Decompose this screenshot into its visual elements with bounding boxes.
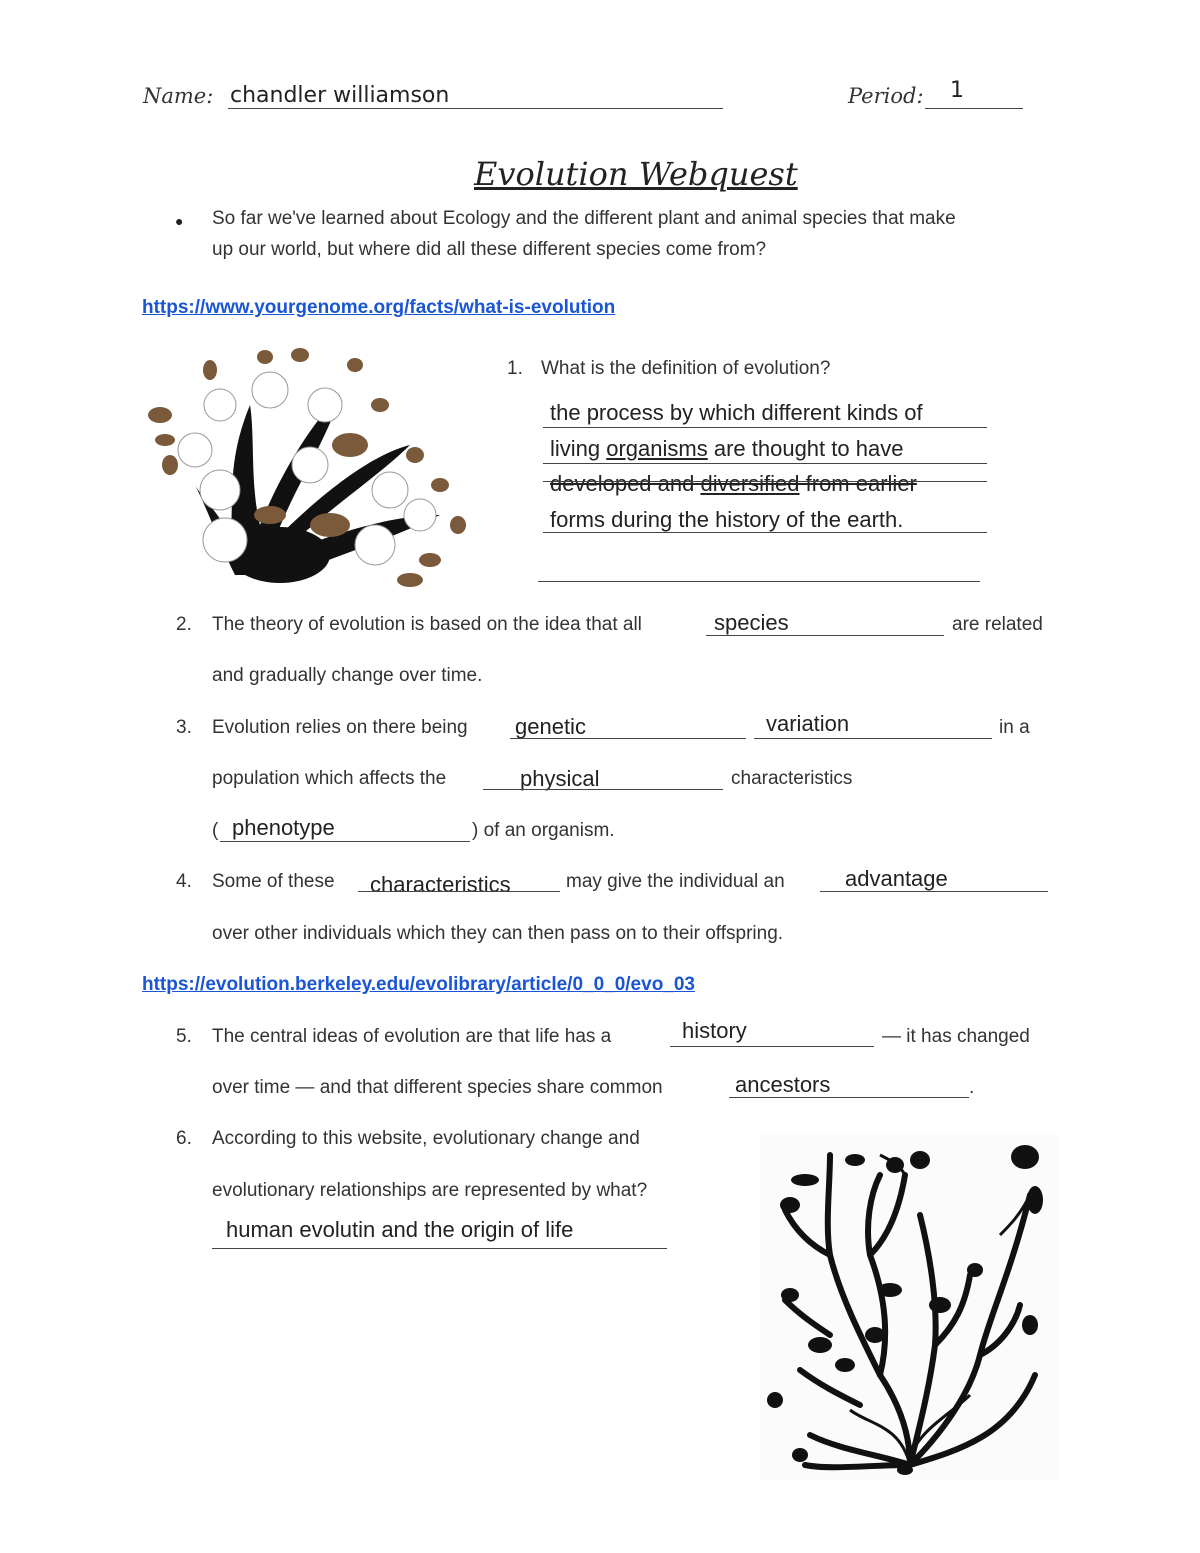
q6-number: 6. — [176, 1128, 192, 1149]
q2-answer: species — [714, 610, 789, 635]
q1-answer-line-2: living organisms are thought to have — [550, 436, 904, 461]
q3-blank-1 — [510, 738, 746, 739]
q1-number: 1. — [507, 358, 523, 379]
q4-blank-1 — [358, 891, 560, 892]
q4-text-c: over other individuals which they can then pass on to their offspring. — [212, 923, 784, 944]
q2-text-c: and gradually change over time. — [212, 665, 483, 686]
link-berkeley[interactable]: https://evolution.berkeley.edu/evolibrary/article/0_0_0/evo_03 — [142, 974, 695, 995]
bullet-icon: ● — [175, 213, 184, 229]
intro-line-2: up our world, but where did all these different species come from? — [212, 239, 767, 260]
tree-of-life-illustration — [760, 1135, 1060, 1480]
q3-answer-genetic: genetic — [515, 714, 586, 739]
period-label: Period: — [848, 84, 924, 108]
q5-answer-ancestors: ancestors — [735, 1072, 831, 1097]
q4-answer-advantage: advantage — [845, 866, 948, 891]
q6-answer: human evolutin and the origin of life — [226, 1217, 574, 1242]
q4-text-b: may give the individual an — [566, 871, 785, 892]
q5-text-a: The central ideas of evolution are that life has a — [212, 1026, 612, 1047]
animal-evolution-tree-illustration — [140, 345, 480, 595]
q6-text-a: According to this website, evolutionary change and — [212, 1128, 640, 1149]
name-underline — [228, 108, 723, 109]
name-value: chandler williamson — [230, 83, 450, 108]
q1-rule-2 — [543, 463, 987, 464]
q2-number: 2. — [176, 614, 192, 635]
q3-answer-phenotype: phenotype — [232, 815, 335, 840]
q6-blank — [212, 1248, 667, 1249]
period-value: 1 — [950, 78, 964, 103]
period-underline — [925, 108, 1023, 109]
q4-number: 4. — [176, 871, 192, 892]
q5-number: 5. — [176, 1026, 192, 1047]
q1-answer-line-1: the process by which different kinds of — [550, 400, 923, 425]
q2-text-a: The theory of evolution is based on the idea that all — [212, 614, 642, 635]
q5-text-c: over time — and that different species share common — [212, 1077, 663, 1098]
q1-answer-line-3: developed and diversified from earlier — [550, 471, 917, 496]
q4-blank-2 — [820, 891, 1048, 892]
q3-number: 3. — [176, 717, 192, 738]
q3-text-b: in a — [999, 717, 1030, 738]
q3-blank-4 — [220, 841, 470, 842]
q1-answer-line-4: forms during the history of the earth. — [550, 507, 904, 532]
q5-text-d: . — [969, 1077, 975, 1098]
q3-text-a: Evolution relies on there being — [212, 717, 468, 738]
intro-line-1: So far we've learned about Ecology and the different plant and animal species that make — [212, 208, 956, 229]
q4-text-a: Some of these — [212, 871, 335, 892]
q1-rule-4 — [543, 532, 987, 533]
q2-text-b: are related — [952, 614, 1043, 635]
page-title: Evolution Webquest — [474, 155, 798, 193]
q2-blank — [706, 635, 944, 636]
q3-blank-3 — [483, 789, 723, 790]
q5-text-b: — it has changed — [882, 1026, 1030, 1047]
q3-text-d: characteristics — [731, 768, 853, 789]
q3-text-e: ) of an organism. — [472, 820, 615, 841]
q1-text: What is the definition of evolution? — [541, 358, 831, 379]
q6-text-b: evolutionary relationships are represented by what? — [212, 1180, 648, 1201]
q4-answer-characteristics: characteristics — [370, 872, 511, 897]
q3-text-c: population which affects the — [212, 768, 447, 789]
q5-answer-history: history — [682, 1018, 747, 1043]
link-yourgenome[interactable]: https://www.yourgenome.org/facts/what-is-evolution — [142, 297, 616, 318]
q3-answer-variation: variation — [766, 711, 850, 736]
q3-open-paren: ( — [212, 820, 219, 841]
q3-blank-2 — [754, 738, 992, 739]
q3-answer-physical: physical — [520, 766, 600, 791]
q1-rule-1 — [543, 427, 987, 428]
name-label: Name: — [143, 84, 214, 108]
q1-rule-5 — [538, 581, 980, 582]
q1-rule-3 — [543, 481, 987, 482]
q5-blank-1 — [670, 1046, 874, 1047]
q5-blank-2 — [729, 1097, 969, 1098]
